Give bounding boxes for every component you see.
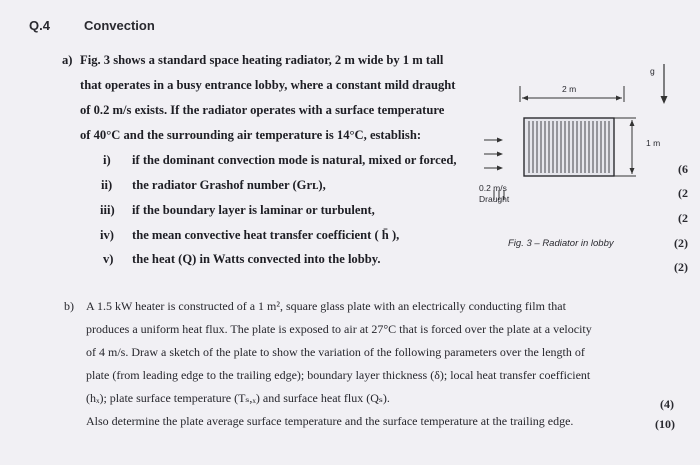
part-b-line: produces a uniform heat flux. The plate is exposed to air at 27°C that is forced over the plate at a velocity bbox=[86, 322, 592, 336]
draught-label: Draught bbox=[479, 194, 510, 204]
part-a-line: that operates in a busy entrance lobby, where a constant mild draught bbox=[80, 78, 456, 92]
part-b-marks: (4) bbox=[660, 397, 674, 411]
part-b-label: b) bbox=[64, 299, 74, 313]
item-marks: (2 bbox=[678, 186, 688, 200]
gravity-label: g bbox=[650, 66, 655, 76]
part-a-line: Fig. 3 shows a standard space heating radiator, 2 m wide by 1 m tall bbox=[80, 53, 444, 67]
part-a-line: of 40°C and the surrounding air temperature is 14°C, establish: bbox=[80, 128, 422, 142]
part-a-label: a) bbox=[62, 53, 73, 67]
item-text: the radiator Grashof number (Grʟ), bbox=[132, 178, 326, 192]
item-text: the heat (Q) in Watts convected into the lobby. bbox=[132, 252, 381, 266]
part-b-line: plate (from leading edge to the trailing edge); boundary layer thickness (δ); local heat transfer coefficient bbox=[86, 368, 591, 382]
item-label: iii) bbox=[100, 203, 115, 217]
item-label: iv) bbox=[100, 228, 114, 242]
height-label: 1 m bbox=[646, 138, 661, 148]
item-marks: (6 bbox=[678, 162, 688, 176]
part-b-line: (hₓ); plate surface temperature (Tₛ,ₓ) and surface heat flux (Qₛ). bbox=[86, 391, 390, 405]
item-label: v) bbox=[103, 252, 114, 266]
part-b-line: Also determine the plate average surface temperature and the surface temperature at the trailing edge. bbox=[86, 414, 574, 428]
part-a-line: of 0.2 m/s exists. If the radiator operates with a surface temperature bbox=[80, 103, 445, 117]
item-label: i) bbox=[103, 153, 111, 167]
item-marks: (2 bbox=[678, 211, 688, 225]
item-marks: (2) bbox=[674, 236, 688, 250]
radiator-figure bbox=[470, 60, 690, 220]
question-number: Q.4 bbox=[29, 18, 50, 33]
width-label: 2 m bbox=[562, 84, 577, 94]
item-text: if the boundary layer is laminar or turbulent, bbox=[132, 203, 375, 217]
draught-speed: 0.2 m/s bbox=[479, 183, 507, 193]
item-text: if the dominant convection mode is natural, mixed or forced, bbox=[132, 153, 457, 167]
part-b-marks: (10) bbox=[655, 417, 675, 431]
question-title: Convection bbox=[84, 18, 155, 33]
item-label: ii) bbox=[101, 178, 113, 192]
figure-caption: Fig. 3 – Radiator in lobby bbox=[508, 238, 614, 249]
part-b-line: of 4 m/s. Draw a sketch of the plate to show the variation of the following parameters over the length of bbox=[86, 345, 585, 359]
item-marks: (2) bbox=[674, 260, 688, 274]
item-text: the mean convective heat transfer coefficient ( h̄ ), bbox=[132, 228, 400, 242]
part-b-line: A 1.5 kW heater is constructed of a 1 m², square glass plate with an electrically conducting film that bbox=[86, 299, 566, 313]
